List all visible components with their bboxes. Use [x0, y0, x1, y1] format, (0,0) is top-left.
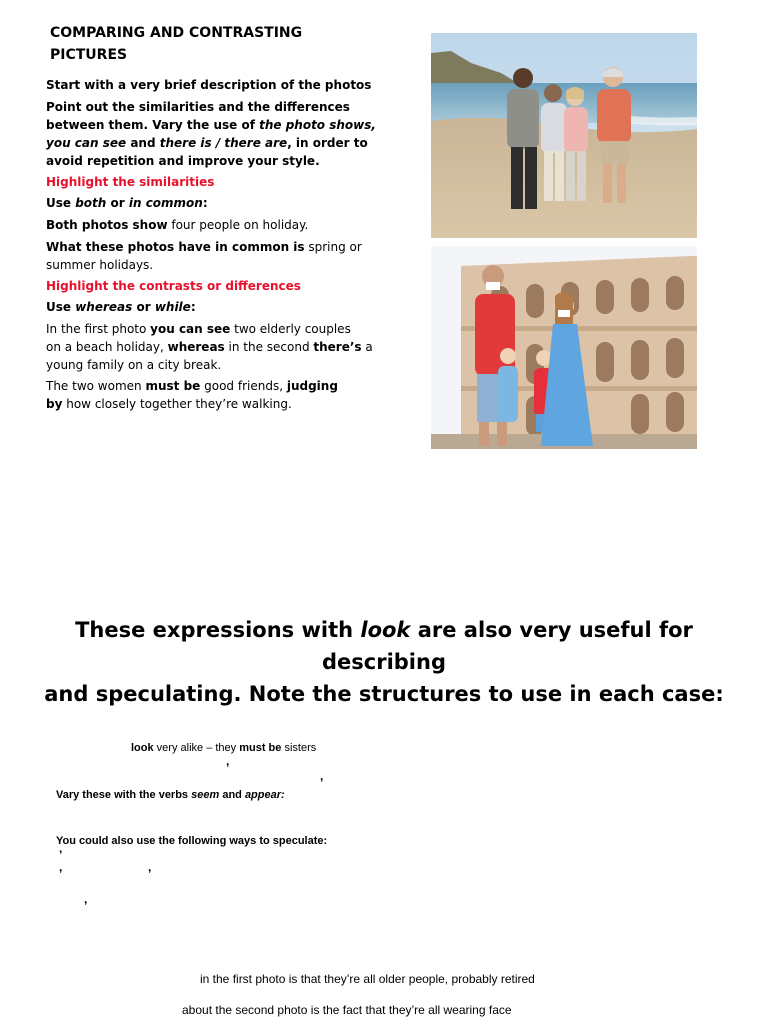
family-colosseum-photo: [431, 246, 697, 449]
look-expressions-heading: These expressions with look are also very useful for describing and speculating. Note the structures to use in each case:: [44, 618, 724, 706]
vary-line-3: avoid repetition and improve your style.: [46, 154, 320, 168]
second-photo-note: about the second photo is the fact that they’re all wearing face: [182, 1003, 512, 1017]
similarities-line: Point out the similarities and the differences: [46, 100, 350, 114]
speculate-line: You could also use the following ways to speculate:: [56, 835, 328, 847]
page-title: COMPARING AND CONTRASTING PICTURES: [50, 25, 303, 63]
look-alike-line: look very alike – they must be sisters: [131, 742, 317, 754]
first-photo-line-2: on a beach holiday, whereas in the second there’s a: [46, 340, 373, 354]
use-whereas-line: Use whereas or while:: [46, 300, 196, 314]
first-photo-line: In the first photo you can see two elderly couples: [46, 322, 351, 336]
beach-couples-photo: [431, 33, 697, 238]
two-women-line: The two women must be good friends, judging: [46, 379, 338, 393]
comma-mark: ’: [59, 848, 63, 862]
vary-line: between them. Vary the use of the photo shows,: [46, 118, 376, 132]
what-common-line-2: summer holidays.: [46, 258, 154, 272]
first-photo-line-3: young family on a city break.: [46, 358, 222, 372]
first-photo-note: in the first photo is that they’re all older people, probably retired: [200, 972, 535, 986]
both-photos-line: Both photos show four people on holiday.: [46, 218, 309, 232]
vary-line-2: you can see and there is / there are, in order to: [46, 136, 368, 150]
vary-verbs-line: Vary these with the verbs seem and appear:: [56, 789, 285, 801]
comma-mark: ,: [226, 754, 230, 768]
use-both-line: Use both or in common:: [46, 196, 208, 210]
comma-mark: ,: [84, 892, 88, 906]
similarities-heading: Highlight the similarities: [46, 175, 215, 189]
comma-mark: ,: [320, 769, 324, 783]
comma-mark: ,: [148, 860, 152, 874]
differences-heading: Highlight the contrasts or differences: [46, 279, 301, 293]
intro-line: Start with a very brief description of the photos: [46, 78, 372, 92]
what-common-line: What these photos have in common is spring or: [46, 240, 362, 254]
two-women-line-2: by how closely together they’re walking.: [46, 397, 292, 411]
comma-mark: ,: [59, 860, 63, 874]
